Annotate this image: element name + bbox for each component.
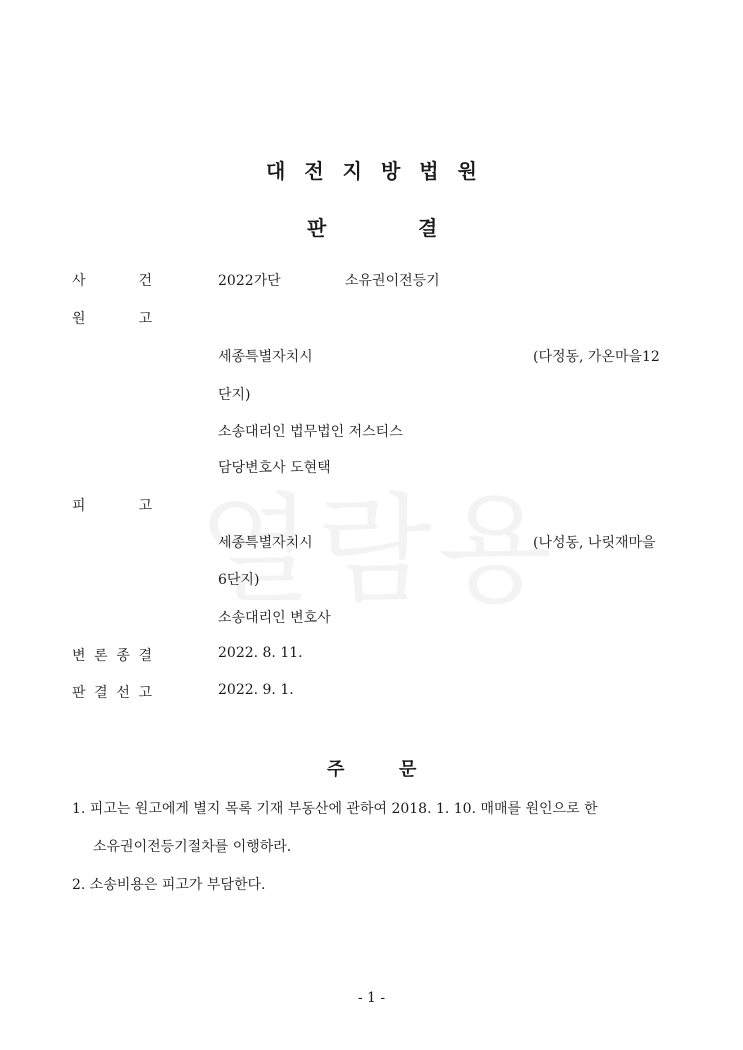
plaintiff-agent: 소송대리인 법무법인 저스티스 (218, 424, 403, 440)
plaintiff-address: 세종특별자치시 (218, 349, 313, 365)
judgment-label: 판 결 선 고 (72, 685, 152, 701)
doc-type-char-1: 판 (307, 216, 327, 240)
order-item-1: 1. 피고는 원고에게 별지 목록 기재 부동산에 관하여 2018. 1. 10. 매매를 원인으로 한 (72, 801, 598, 817)
plaintiff-lawyer: 담당변호사 도현택 (218, 460, 331, 476)
order-title-char-1: 주 (327, 759, 345, 780)
defendant-agent: 소송대리인 변호사 (218, 610, 331, 626)
order-item-2: 2. 소송비용은 피고가 부담한다. (72, 877, 266, 893)
hearing-label: 변 론 종 결 (72, 648, 152, 664)
case-number: 2022가단 (218, 273, 281, 289)
defendant-address: 세종특별자치시 (218, 535, 313, 551)
hearing-date: 2022. 8. 11. (218, 645, 303, 661)
plaintiff-label: 원 고 (72, 311, 152, 327)
plaintiff-address-right: (다정동, 가온마을12 (533, 349, 660, 365)
defendant-address-right: (나성동, 나릿재마을 (533, 535, 656, 551)
defendant-label: 피 고 (72, 498, 152, 514)
plaintiff-address-cont: 단지) (218, 387, 251, 403)
page-number: - 1 - (357, 990, 386, 1006)
order-title-char-2: 문 (399, 759, 417, 780)
judgment-date: 2022. 9. 1. (218, 682, 294, 698)
doc-type-char-2: 결 (418, 216, 438, 240)
court-name: 대전지방법원 (266, 159, 496, 183)
defendant-address-cont: 6단지) (218, 572, 260, 588)
order-item-1-cont: 소유권이전등기절차를 이행하라. (93, 839, 292, 855)
case-label: 사 건 (72, 273, 152, 289)
case-name: 소유권이전등기 (345, 273, 440, 289)
